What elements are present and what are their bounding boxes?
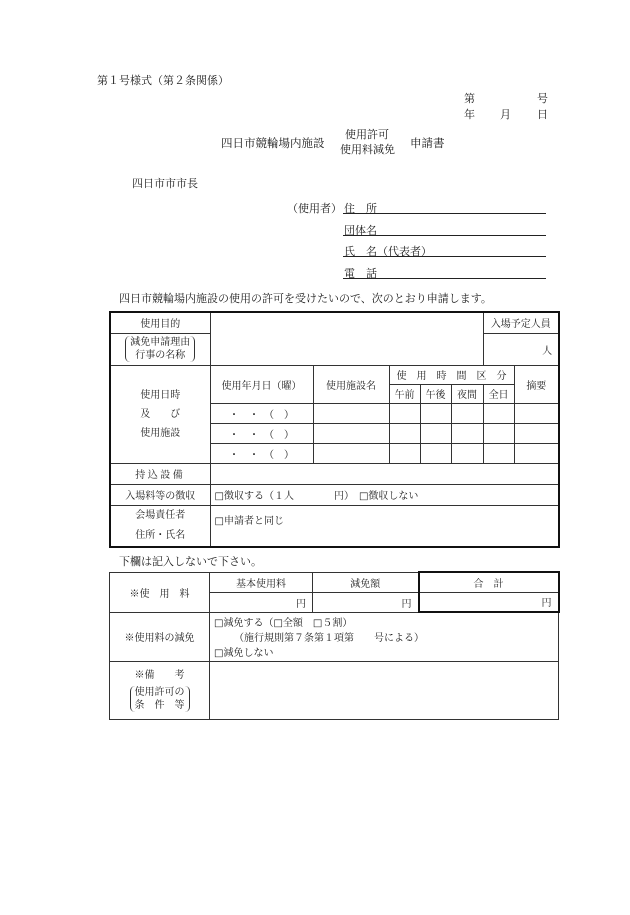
col-pm: 午後: [420, 384, 451, 403]
allday-cell[interactable]: [483, 443, 514, 463]
intro-text: 四日市競輪場内施設の使用の許可を受けたいので、次のとおり申請します。: [119, 292, 492, 305]
fee-label: ※使 用 料: [110, 572, 210, 612]
reduction-amount-label: 減免額: [313, 572, 419, 592]
remarks-label: [110, 662, 210, 720]
applicant-name-line[interactable]: [343, 256, 546, 257]
manager-label: [110, 505, 210, 547]
visitors-label: 入場予定人員: [483, 312, 559, 333]
remarks-value[interactable]: [210, 662, 559, 720]
total-value[interactable]: [419, 592, 559, 612]
allday-cell[interactable]: [483, 423, 514, 443]
staff-only-note: 下欄は記入しないで下さい。: [119, 555, 262, 568]
number-suffix: 号: [537, 92, 548, 105]
col-period-header: 使 用 時 間 区 分: [389, 365, 514, 384]
number-prefix: 第: [464, 92, 475, 105]
remarks-cell[interactable]: [514, 443, 559, 463]
allday-cell[interactable]: [483, 403, 514, 423]
remarks-cell[interactable]: [514, 403, 559, 423]
pm-cell[interactable]: [420, 443, 451, 463]
datetime-label-1: 使用日時: [140, 389, 181, 401]
reduction-amount-value[interactable]: [313, 592, 419, 612]
yen-unit: 円: [296, 598, 306, 610]
am-cell[interactable]: [389, 403, 420, 423]
equipment-value[interactable]: [210, 463, 559, 484]
title-option-permit: 使用許可: [345, 128, 389, 141]
applicant-org-label: 団体名: [344, 224, 377, 237]
reduce-no-option[interactable]: □減免しない: [214, 648, 274, 659]
applicant-address-label: 住 所: [344, 202, 377, 215]
title-suffix: 申請書: [410, 136, 445, 150]
applicant-name-label: 氏 名（代表者）: [344, 245, 432, 258]
applicant-address-line[interactable]: [343, 213, 546, 214]
remarks-label-1: ※備 考: [134, 670, 185, 681]
applicant-label: （使用者）: [287, 202, 342, 215]
usage-table: [109, 311, 560, 548]
manager-label-2: 住所・氏名: [135, 529, 186, 541]
addressee: 四日市市市長: [132, 177, 198, 190]
date-cell[interactable]: ・ ・ （ ）: [210, 423, 313, 443]
col-allday: 全日: [483, 384, 514, 403]
remarks-label-3: 条 件 等: [134, 700, 185, 711]
equipment-label: 持込設備: [110, 463, 210, 484]
remarks-cell[interactable]: [514, 423, 559, 443]
title-prefix: 四日市競輪場内施設: [221, 136, 325, 150]
manager-value[interactable]: □申請者と同じ: [210, 505, 559, 547]
date-day: 日: [537, 108, 548, 121]
manager-label-1: 会場責任者: [135, 509, 186, 521]
applicant-org-line[interactable]: [343, 235, 546, 236]
date-cell[interactable]: ・ ・ （ ）: [210, 403, 313, 423]
facility-cell[interactable]: [313, 403, 389, 423]
col-facility-header: 使用施設名: [313, 365, 389, 403]
yen-unit: 円: [541, 598, 552, 610]
purpose-value-cont[interactable]: [210, 333, 483, 365]
purpose-note-reason: 減免申請理由: [130, 337, 191, 348]
visitors-value[interactable]: [483, 333, 559, 365]
am-cell[interactable]: [389, 443, 420, 463]
basic-fee-label: 基本使用料: [210, 572, 313, 592]
facility-cell[interactable]: [313, 443, 389, 463]
purpose-note: [110, 333, 210, 365]
fee-reduction-value[interactable]: [210, 612, 559, 662]
total-label: 合 計: [419, 572, 559, 592]
night-cell[interactable]: [451, 423, 483, 443]
reduce-yes-option[interactable]: □減免する（□全額 □５割）: [214, 618, 353, 629]
date-cell[interactable]: ・ ・ （ ）: [210, 443, 313, 463]
col-remarks-header: 摘要: [514, 365, 559, 403]
date-month: 月: [500, 108, 511, 121]
admission-label: 入場料等の徴収: [110, 484, 210, 505]
am-cell[interactable]: [389, 423, 420, 443]
fee-reduction-label: ※使用料の減免: [110, 612, 210, 662]
admission-value[interactable]: □徴収する（１人 円） □徴収しない: [210, 484, 559, 505]
col-am: 午前: [389, 384, 420, 403]
remarks-label-2: 使用許可の: [134, 687, 185, 698]
col-date-header: 使用年月日（曜）: [210, 365, 313, 403]
pm-cell[interactable]: [420, 403, 451, 423]
reduce-rule-text: （施行規則第７条第１項第 号による）: [234, 633, 424, 644]
fee-table: [109, 571, 560, 720]
purpose-note-event: 行事の名称: [135, 350, 186, 361]
night-cell[interactable]: [451, 403, 483, 423]
applicant-tel-line[interactable]: [343, 278, 546, 279]
pm-cell[interactable]: [420, 423, 451, 443]
purpose-label: 使用目的: [110, 312, 210, 333]
datetime-label-3: 使用施設: [140, 427, 181, 439]
applicant-tel-label: 電 話: [344, 267, 377, 280]
datetime-label-2: 及 び: [140, 408, 181, 420]
facility-cell[interactable]: [313, 423, 389, 443]
purpose-value[interactable]: [210, 312, 483, 333]
form-number: 第１号様式（第２条関係）: [97, 74, 229, 87]
yen-unit: 円: [401, 598, 412, 610]
basic-fee-value[interactable]: [210, 592, 313, 612]
date-year: 年: [464, 108, 475, 121]
visitors-unit: 人: [542, 345, 553, 357]
title-option-reduction: 使用料減免: [340, 143, 395, 156]
night-cell[interactable]: [451, 443, 483, 463]
col-night: 夜間: [451, 384, 483, 403]
datetime-label: [110, 365, 210, 463]
